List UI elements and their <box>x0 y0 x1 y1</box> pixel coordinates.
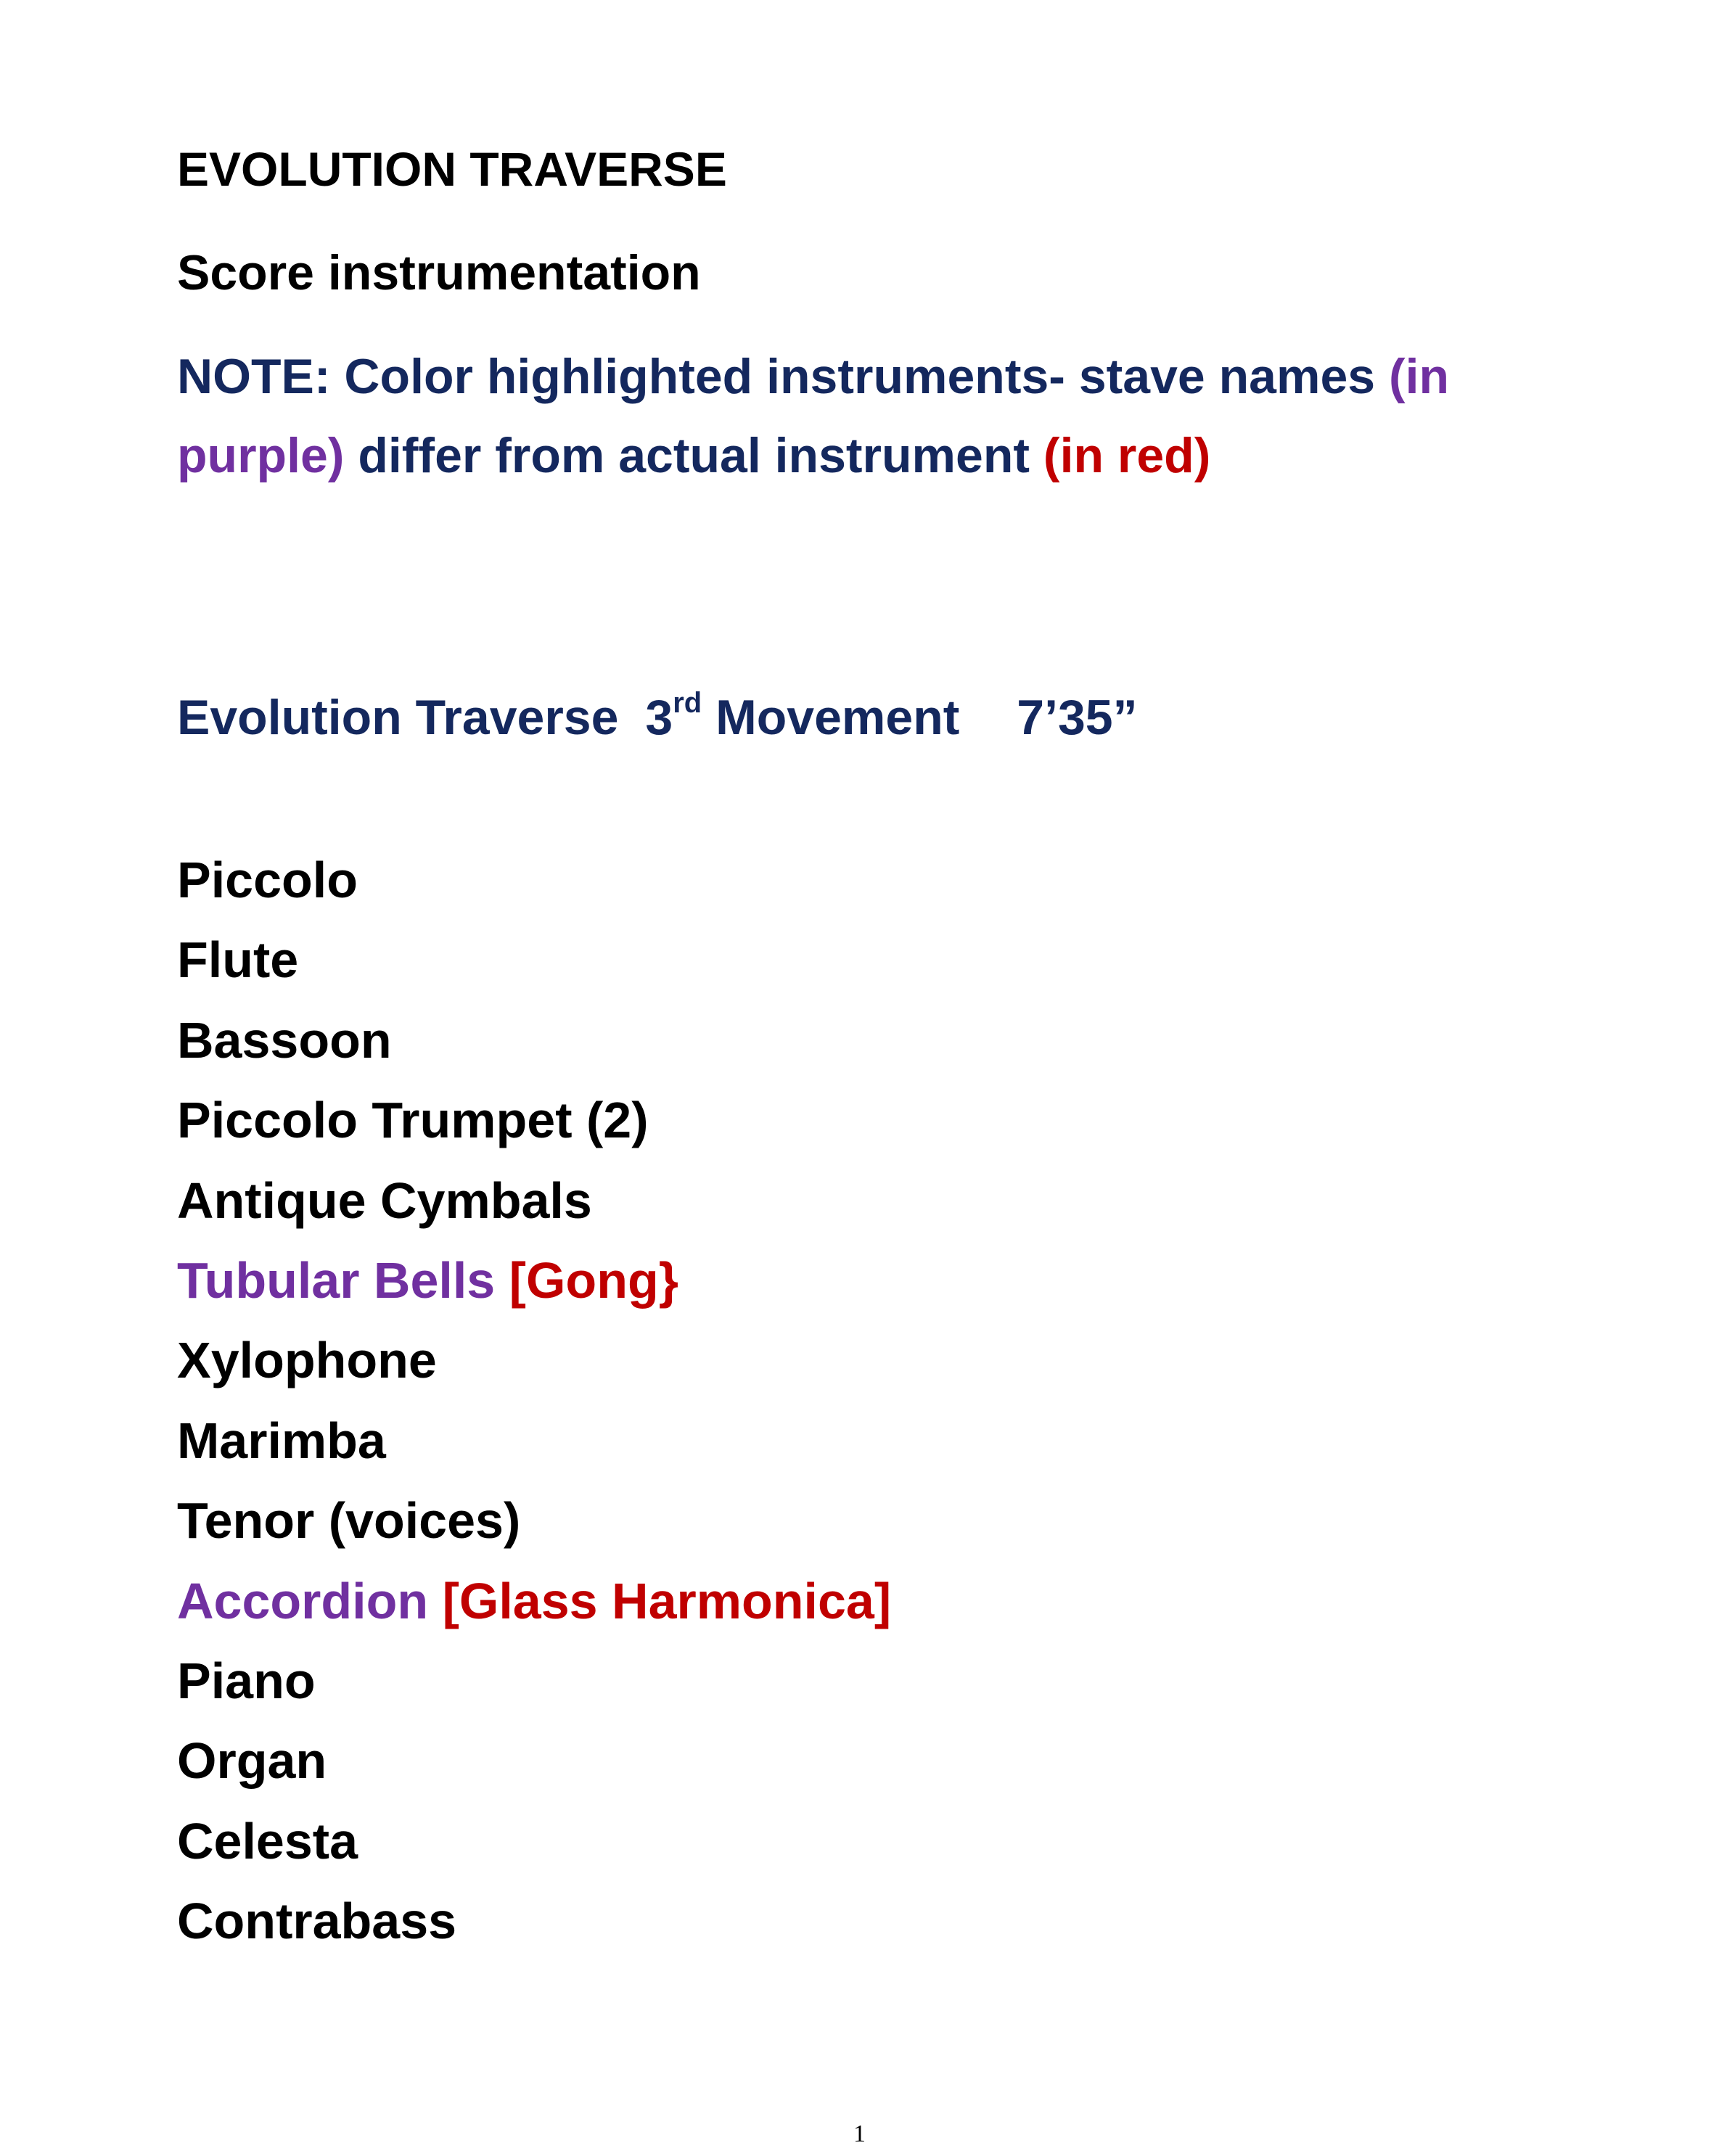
instrument-item <box>177 1412 386 1469</box>
note-line-2 <box>177 428 1211 483</box>
instrument-stave-name: Celesta <box>177 1813 358 1869</box>
note-purple-marker-start: (in <box>1389 349 1450 404</box>
movement-number: 3 <box>645 690 673 745</box>
instrument-stave-name: Organ <box>177 1732 327 1789</box>
document-title: EVOLUTION TRAVERSE <box>177 142 727 196</box>
instrument-item <box>177 1732 327 1789</box>
instrument-actual-name: [Glass Harmonica] <box>442 1573 892 1629</box>
movement-heading <box>177 687 1138 745</box>
instrument-stave-name: Piano <box>177 1653 316 1709</box>
movement-ordinal-suffix: rd <box>673 687 702 719</box>
instrument-stave-name: Flute <box>177 931 299 988</box>
instrument-item <box>177 1012 392 1069</box>
note-line-1 <box>177 349 1450 404</box>
document-subtitle: Score instrumentation <box>177 245 701 300</box>
instrument-item <box>177 1813 358 1869</box>
note-text-continued: differ from actual instrument <box>358 428 1030 483</box>
instrument-stave-name: Piccolo <box>177 852 358 908</box>
instrument-stave-name: Piccolo Trumpet (2) <box>177 1092 649 1148</box>
instrument-stave-name: Antique Cymbals <box>177 1172 592 1229</box>
movement-name: Evolution Traverse <box>177 690 619 745</box>
note-text: NOTE: Color highlighted instruments- stave names <box>177 349 1376 404</box>
instrument-item <box>177 1332 437 1388</box>
instrument-item <box>177 852 358 908</box>
instrument-stave-name: Xylophone <box>177 1332 437 1388</box>
instrument-item <box>177 1252 678 1309</box>
instrument-item <box>177 1172 592 1229</box>
instrument-item <box>177 1573 892 1629</box>
instrument-item <box>177 931 299 988</box>
instrument-stave-name: Bassoon <box>177 1012 392 1069</box>
instrument-stave-name: Accordion <box>177 1573 429 1629</box>
page-number: 1 <box>853 2120 866 2147</box>
instrument-stave-name: Tenor (voices) <box>177 1492 521 1549</box>
note-red-marker: (in red) <box>1043 428 1211 483</box>
instrument-stave-name: Tubular Bells <box>177 1252 496 1309</box>
instrument-stave-name: Contrabass <box>177 1893 457 1949</box>
instrument-item <box>177 1653 316 1709</box>
movement-duration: 7’35” <box>1017 690 1138 745</box>
movement-label: Movement <box>715 690 960 745</box>
instrument-item <box>177 1492 521 1549</box>
instrument-stave-name: Marimba <box>177 1412 386 1469</box>
instrument-actual-name: [Gong} <box>509 1252 678 1309</box>
instrument-item <box>177 1092 649 1148</box>
instrument-item <box>177 1893 457 1949</box>
note-purple-marker-end: purple) <box>177 428 345 483</box>
